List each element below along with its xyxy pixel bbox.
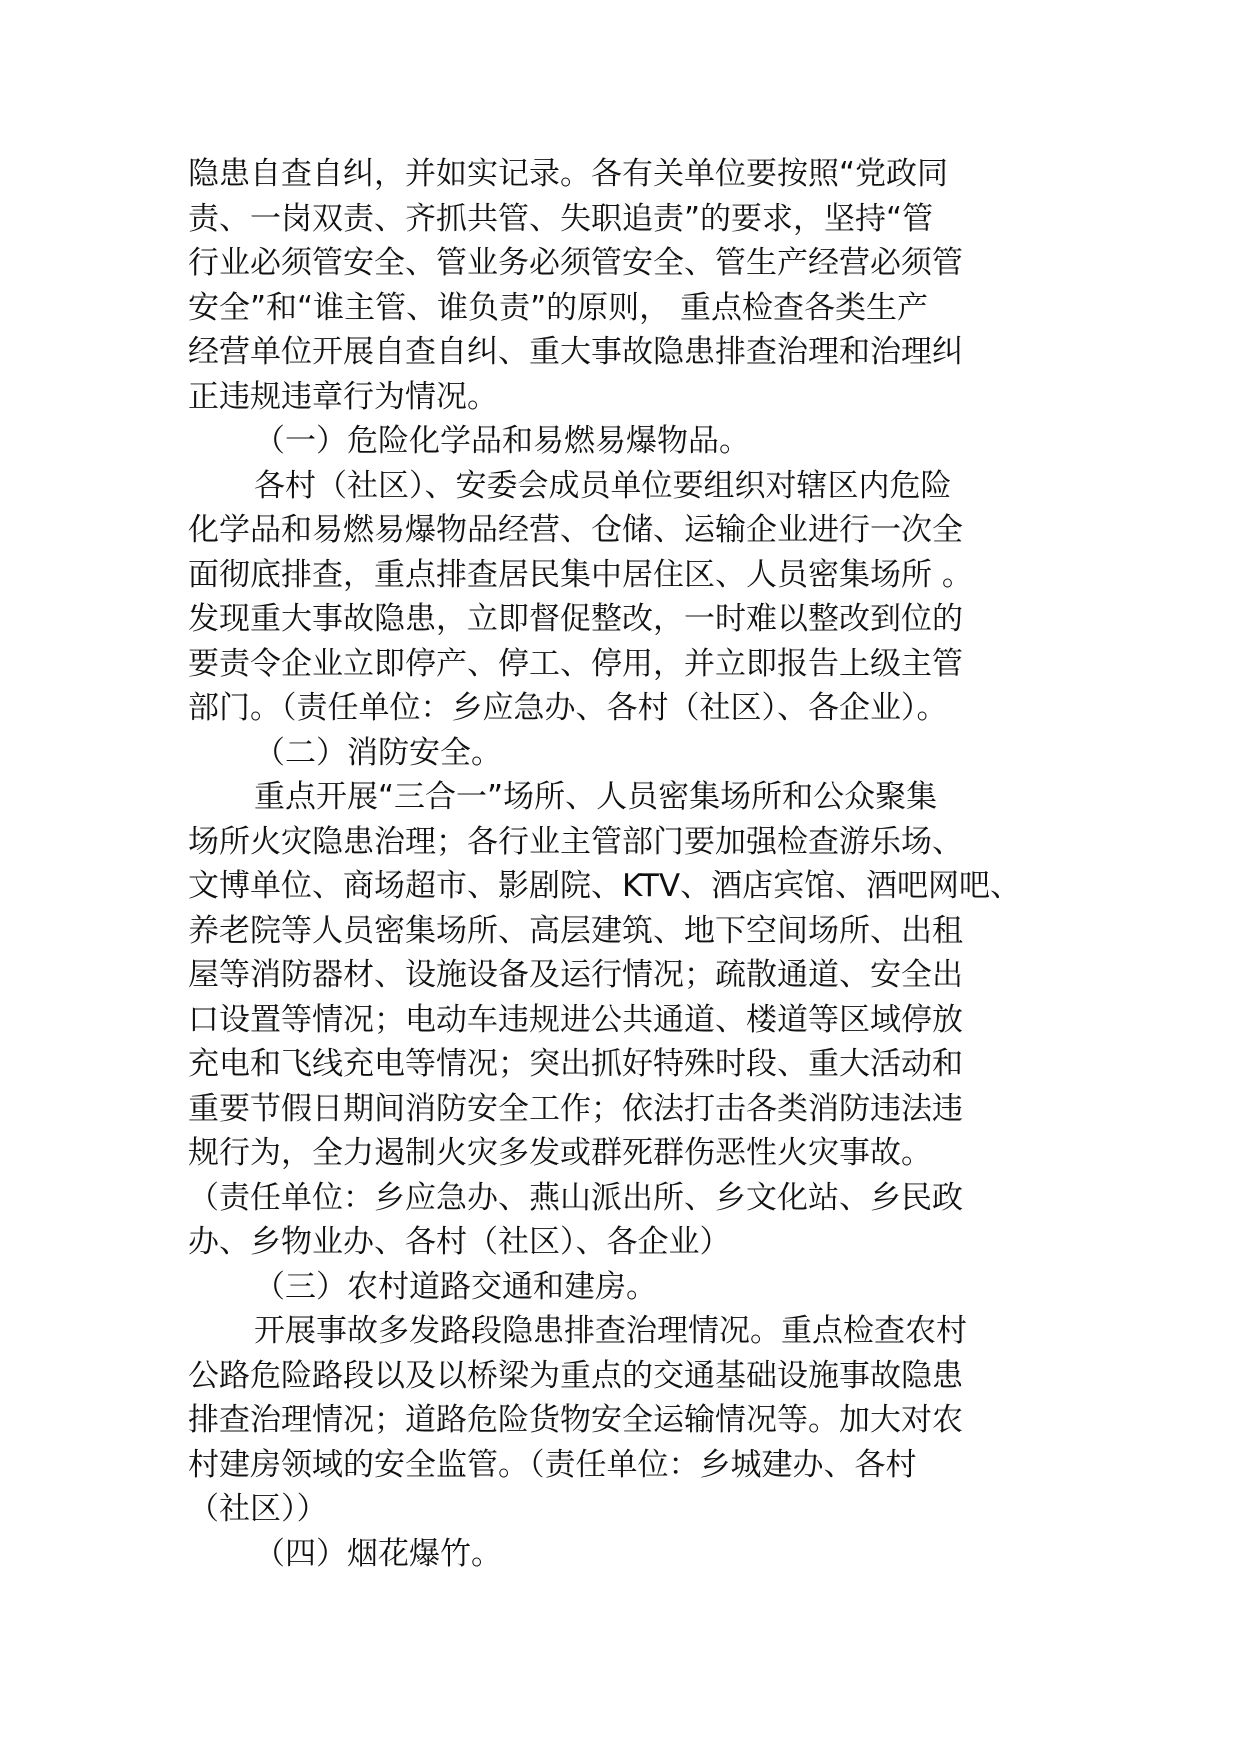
text-line: 村建房领域的安全监管。（责任单位：乡城建办、各村 [188, 1446, 917, 1483]
text-line: （责任单位：乡应急办、燕山派出所、乡文化站、乡民政 [188, 1179, 963, 1216]
text-line: 重要节假日期间消防安全工作；依法打击各类消防违法违 [188, 1090, 963, 1127]
text-line: 要责令企业立即停产、停工、停用，并立即报告上级主管 [188, 645, 963, 682]
text-line: 行业必须管安全、管业务必须管安全、管生产经营必须管 [188, 245, 963, 281]
text-line: 场所火灾隐患治理；各行业主管部门要加强检查游乐场、 [188, 823, 963, 860]
paragraph-start: 各村（社区）、安委会成员单位要组织对辖区内危险 [254, 467, 952, 504]
text-line: 办、乡物业办、各村（社区）、各企业） [188, 1224, 731, 1260]
text-line: 部门。（责任单位：乡应急办、各村（社区）、各企业）。 [188, 690, 948, 726]
paragraph-start: 重点开展“三合一”场所、人员密集场所和公众聚集 [254, 779, 938, 815]
text-line: 经营单位开展自查自纠、重大事故隐患排查治理和治理纠 [188, 334, 963, 370]
text-line: 发现重大事故隐患，立即督促整改，一时难以整改到位的 [188, 601, 963, 637]
section-heading: （二）消防安全。 [254, 734, 502, 771]
section-heading: （一）危险化学品和易燃易爆物品。 [254, 423, 750, 459]
text-line: 养老院等人员密集场所、高层建筑、地下空间场所、出租 [188, 912, 963, 949]
document-body [188, 152, 1068, 1576]
section-heading: （四）烟花爆竹。 [254, 1535, 502, 1572]
text-line: 安全”和“谁主管、谁负责”的原则， 重点检查各类生产 [188, 289, 929, 326]
text-line: 口设置等情况；电动车违规进公共通道、楼道等区域停放 [188, 1001, 963, 1038]
paragraph-start: 开展事故多发路段隐患排查治理情况。重点检查农村 [254, 1313, 967, 1349]
text-line: 责、一岗双责、齐抓共管、失职追责”的要求，坚持“管 [188, 200, 934, 237]
text-line: 隐患自查自纠，并如实记录。各有关单位要按照“党政同 [188, 156, 949, 192]
text-line: 公路危险路段以及以桥梁为重点的交通基础设施事故隐患 [188, 1357, 963, 1394]
text-line: 排查治理情况；道路危险货物安全运输情况等。加大对农 [188, 1402, 963, 1438]
text-line: 屋等消防器材、设施设备及运行情况；疏散通道、安全出 [188, 957, 963, 993]
section-heading: （三）农村道路交通和建房。 [254, 1268, 657, 1305]
text-line: 正违规违章行为情况。 [188, 378, 498, 415]
text-line: （社区）） [188, 1491, 328, 1527]
text-line: 化学品和易燃易爆物品经营、仓储、运输企业进行一次全 [188, 512, 963, 548]
text-line: 面彻底排查，重点排查居民集中居住区、人员密集场所 。 [188, 556, 973, 593]
text-line: 充电和飞线充电等情况；突出抓好特殊时段、重大活动和 [188, 1046, 963, 1082]
text-line: 规行为，全力遏制火灾多发或群死群伤恶性火灾事故。 [188, 1135, 932, 1171]
text-line: 文博单位、商场超市、影剧院、KTV、酒店宾馆、酒吧网吧、 [188, 868, 1022, 904]
